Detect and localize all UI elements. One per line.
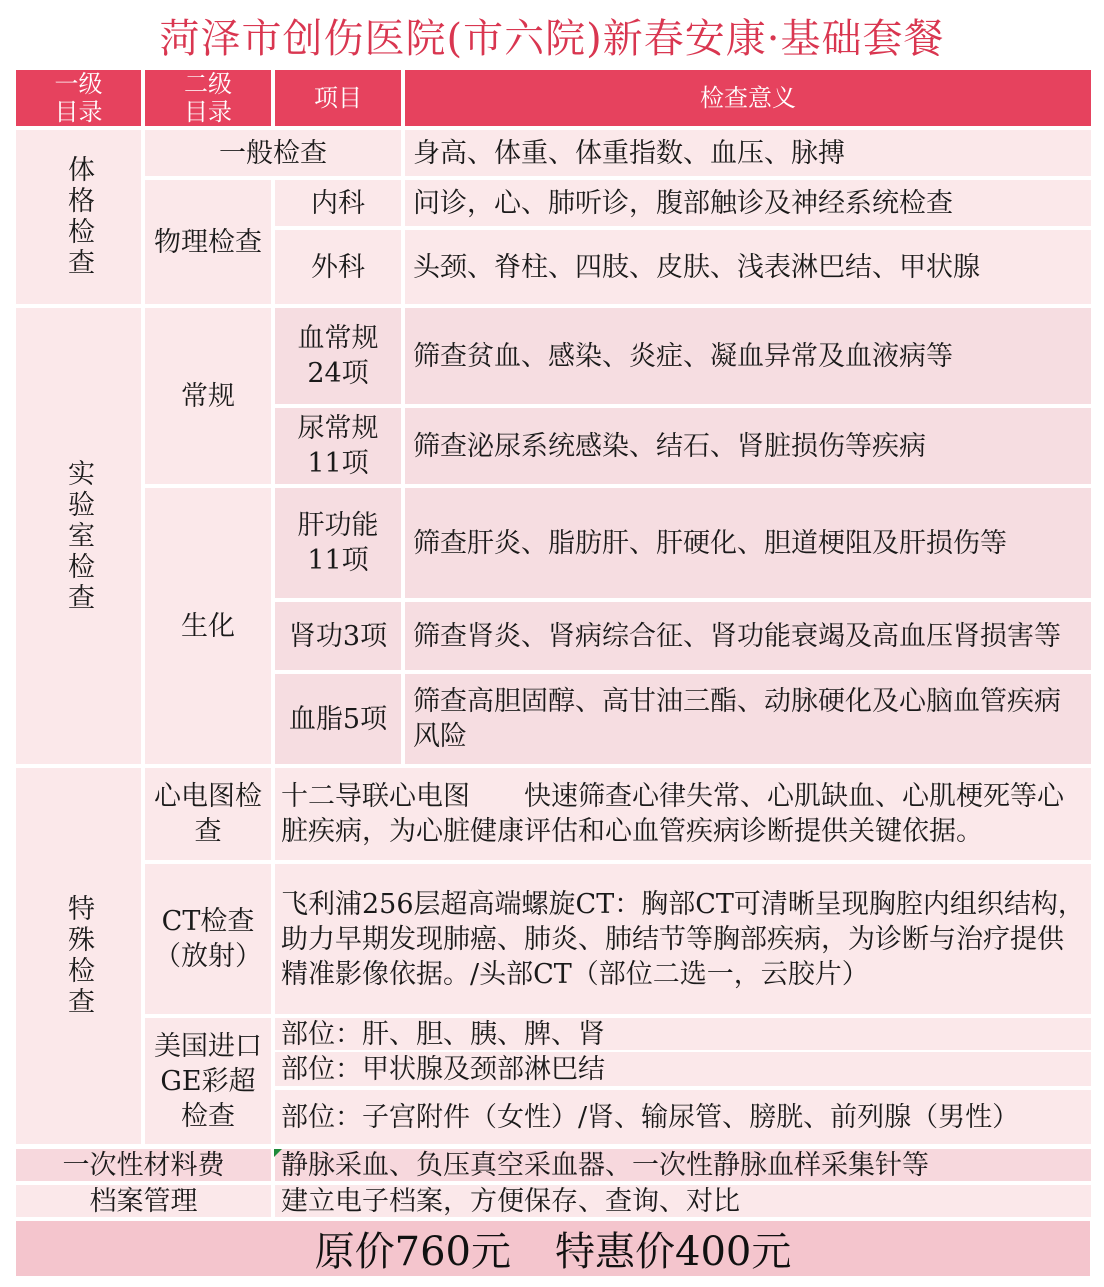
header-level2: 二级目录: [145, 70, 271, 126]
blood-routine-desc: 筛查贫血、感染、炎症、凝血异常及血液病等: [405, 308, 1091, 404]
page-title: 菏泽市创伤医院(市六院)新春安康·基础套餐: [159, 16, 945, 62]
internal-item: 内科: [275, 180, 401, 226]
header-level1: 一级目录: [16, 70, 141, 126]
ecg-label: 心电图检查: [145, 768, 271, 860]
surgery-item: 外科: [275, 230, 401, 304]
ultrasound-desc-1: 部位：肝、胆、胰、脾、肾: [275, 1018, 1091, 1050]
ultrasound-desc-2: 部位：甲状腺及颈部淋巴结: [275, 1052, 1091, 1086]
material-label: 一次性材料费: [16, 1149, 271, 1181]
liver-item: 肝功能11项: [275, 488, 401, 598]
urine-routine-desc: 筛查泌尿系统感染、结石、肾脏损伤等疾病: [405, 408, 1091, 484]
internal-desc: 问诊，心、肺听诊，腹部触诊及神经系统检查: [405, 180, 1091, 226]
surgery-desc: 头颈、脊柱、四肢、皮肤、浅表淋巴结、甲状腺: [405, 230, 1091, 304]
general-exam-desc: 身高、体重、体重指数、血压、脉搏: [405, 130, 1091, 176]
section-physical-label: 体格检查: [16, 130, 141, 304]
physical-exam-label: 物理检查: [145, 180, 271, 304]
liver-desc: 筛查肝炎、脂肪肝、肝硬化、胆道梗阻及肝损伤等: [405, 488, 1091, 598]
urine-routine-item: 尿常规11项: [275, 408, 401, 484]
header-item: 项目: [275, 70, 401, 126]
kidney-desc: 筛查肾炎、肾病综合征、肾功能衰竭及高血压肾损害等: [405, 602, 1091, 670]
lipid-desc: 筛查高胆固醇、高甘油三酯、动脉硬化及心脑血管疾病风险: [405, 674, 1091, 764]
material-desc: 静脉采血、负压真空采血器、一次性静脉血样采集针等: [275, 1149, 1091, 1181]
kidney-item: 肾功3项: [275, 602, 401, 670]
ct-desc: 飞利浦256层超高端螺旋CT：胸部CT可清晰呈现胸腔内组织结构，助力早期发现肺癌、肺炎、肺结节等胸部疾病，为诊断与治疗提供精准影像依据。/头部CT（部位二选一，云胶片）: [275, 864, 1091, 1014]
cell-comment-marker: [274, 1149, 282, 1157]
price-banner: [16, 1221, 1090, 1276]
section-lab-label: 实验室检查: [16, 308, 141, 764]
ct-label: CT检查（放射）: [145, 864, 271, 1014]
general-exam-label: 一般检查: [145, 130, 401, 176]
header-meaning: 检查意义: [405, 70, 1091, 126]
blood-routine-item: 血常规24项: [275, 308, 401, 404]
original-price: 原价760元: [314, 1229, 511, 1275]
archive-desc: 建立电子档案，方便保存、查询、对比: [275, 1185, 1091, 1217]
ecg-desc: 十二导联心电图 快速筛查心律失常、心肌缺血、心肌梗死等心脏疾病，为心脏健康评估和心血管疾病诊断提供关键依据。: [275, 768, 1091, 860]
biochem-label: 生化: [145, 488, 271, 764]
ultrasound-desc-3: 部位：子宫附件（女性）/肾、输尿管、膀胱、前列腺（男性）: [275, 1090, 1091, 1144]
routine-label: 常规: [145, 308, 271, 484]
lipid-item: 血脂5项: [275, 674, 401, 764]
special-price: 特惠价400元: [555, 1229, 792, 1275]
archive-label: 档案管理: [16, 1185, 271, 1217]
ultrasound-label: 美国进口GE彩超检查: [145, 1018, 271, 1144]
section-special-label: 特殊检查: [16, 768, 141, 1144]
